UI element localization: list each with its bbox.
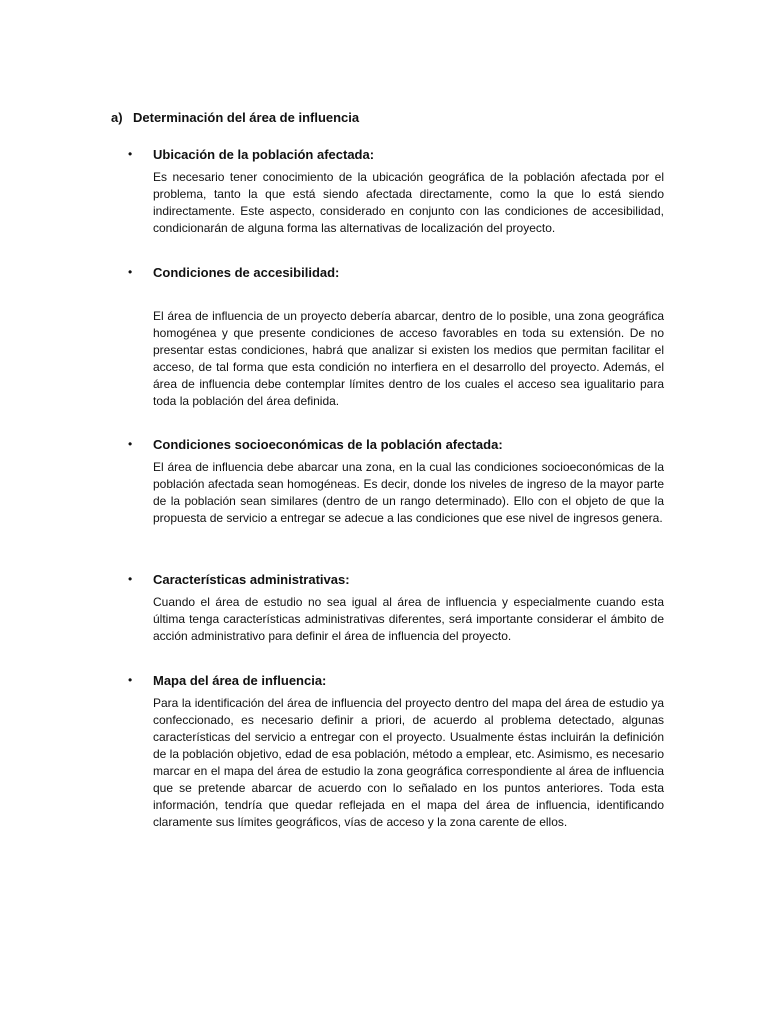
item-title: Condiciones socioeconómicas de la población afectada:: [153, 437, 503, 452]
item-paragraph: El área de influencia debe abarcar una zona, en la cual las condiciones socioeconómicas de la población afectada sean homogéneas. Es decir, donde los niveles de ingreso de la mayor parte de la población sean similares (dentro de un rango determinado). Ello con el objeto de que la propuesta de servicio a entregar se adecue a las condiciones que ese nivel de ingresos genera.: [153, 460, 664, 525]
section-heading: [111, 110, 359, 125]
item-title: Mapa del área de influencia:: [153, 673, 327, 688]
item-title: Ubicación de la población afectada:: [153, 147, 375, 162]
item-paragraph: Es necesario tener conocimiento de la ubicación geográfica de la población afectada por el problema, tanto la que está siendo afectada directamente, como la que lo está siendo indirectamente. Este aspecto, considerado en conjunto con las condiciones de accesibilidad, condicionarán de alguna forma las alternativas de localización del proyecto.: [153, 170, 664, 235]
item-paragraph: Cuando el área de estudio no sea igual al área de influencia y especialmente cuando esta última tenga características administrativas diferentes, será importante considerar el ámbito de acción administrativo para definir el área de influencia del proyecto.: [153, 595, 664, 643]
bullet-icon: •: [128, 147, 133, 161]
item-paragraph: El área de influencia de un proyecto debería abarcar, dentro de lo posible, una zona geográfica homogénea y que presente condiciones de acceso favorables en toda su extensión. De no presentar estas condiciones, habrá que analizar si existen los medios que permitan facilitar el acceso, de tal forma que esta condición no interfiera en el desarrollo del proyecto. Además, el área de influencia debe contemplar límites dentro de los cuales el acceso sea igualitario para toda la población del área definida.: [153, 309, 664, 408]
bullet-icon: •: [128, 673, 133, 687]
bullet-icon: •: [128, 265, 133, 279]
item-title: Características administrativas:: [153, 572, 350, 587]
item-paragraph: Para la identificación del área de influencia del proyecto dentro del mapa del área de estudio ya confeccionado, es necesario definir a priori, de acuerdo al problema detectado, algunas características del servicio a entregar con el proyecto. Usualmente éstas incluirán la definición de la población objetivo, edad de esa población, método a emplear, etc. Asimismo, es necesario marcar en el mapa del área de estudio la zona geográfica correspondiente al área de influencia que se pretende abarcar de acuerdo con lo señalado en los puntos anteriores. Toda esta información, tendría que quedar reflejada en el mapa del área de influencia, identificando claramente sus límites geográficos, vías de acceso y la zona carente de ellos.: [153, 696, 664, 829]
bullet-icon: •: [128, 572, 133, 586]
bullet-icon: •: [128, 437, 133, 451]
section-title: Determinación del área de influencia: [133, 110, 360, 125]
item-title: Condiciones de accesibilidad:: [153, 265, 340, 280]
section-marker: a): [111, 110, 123, 125]
